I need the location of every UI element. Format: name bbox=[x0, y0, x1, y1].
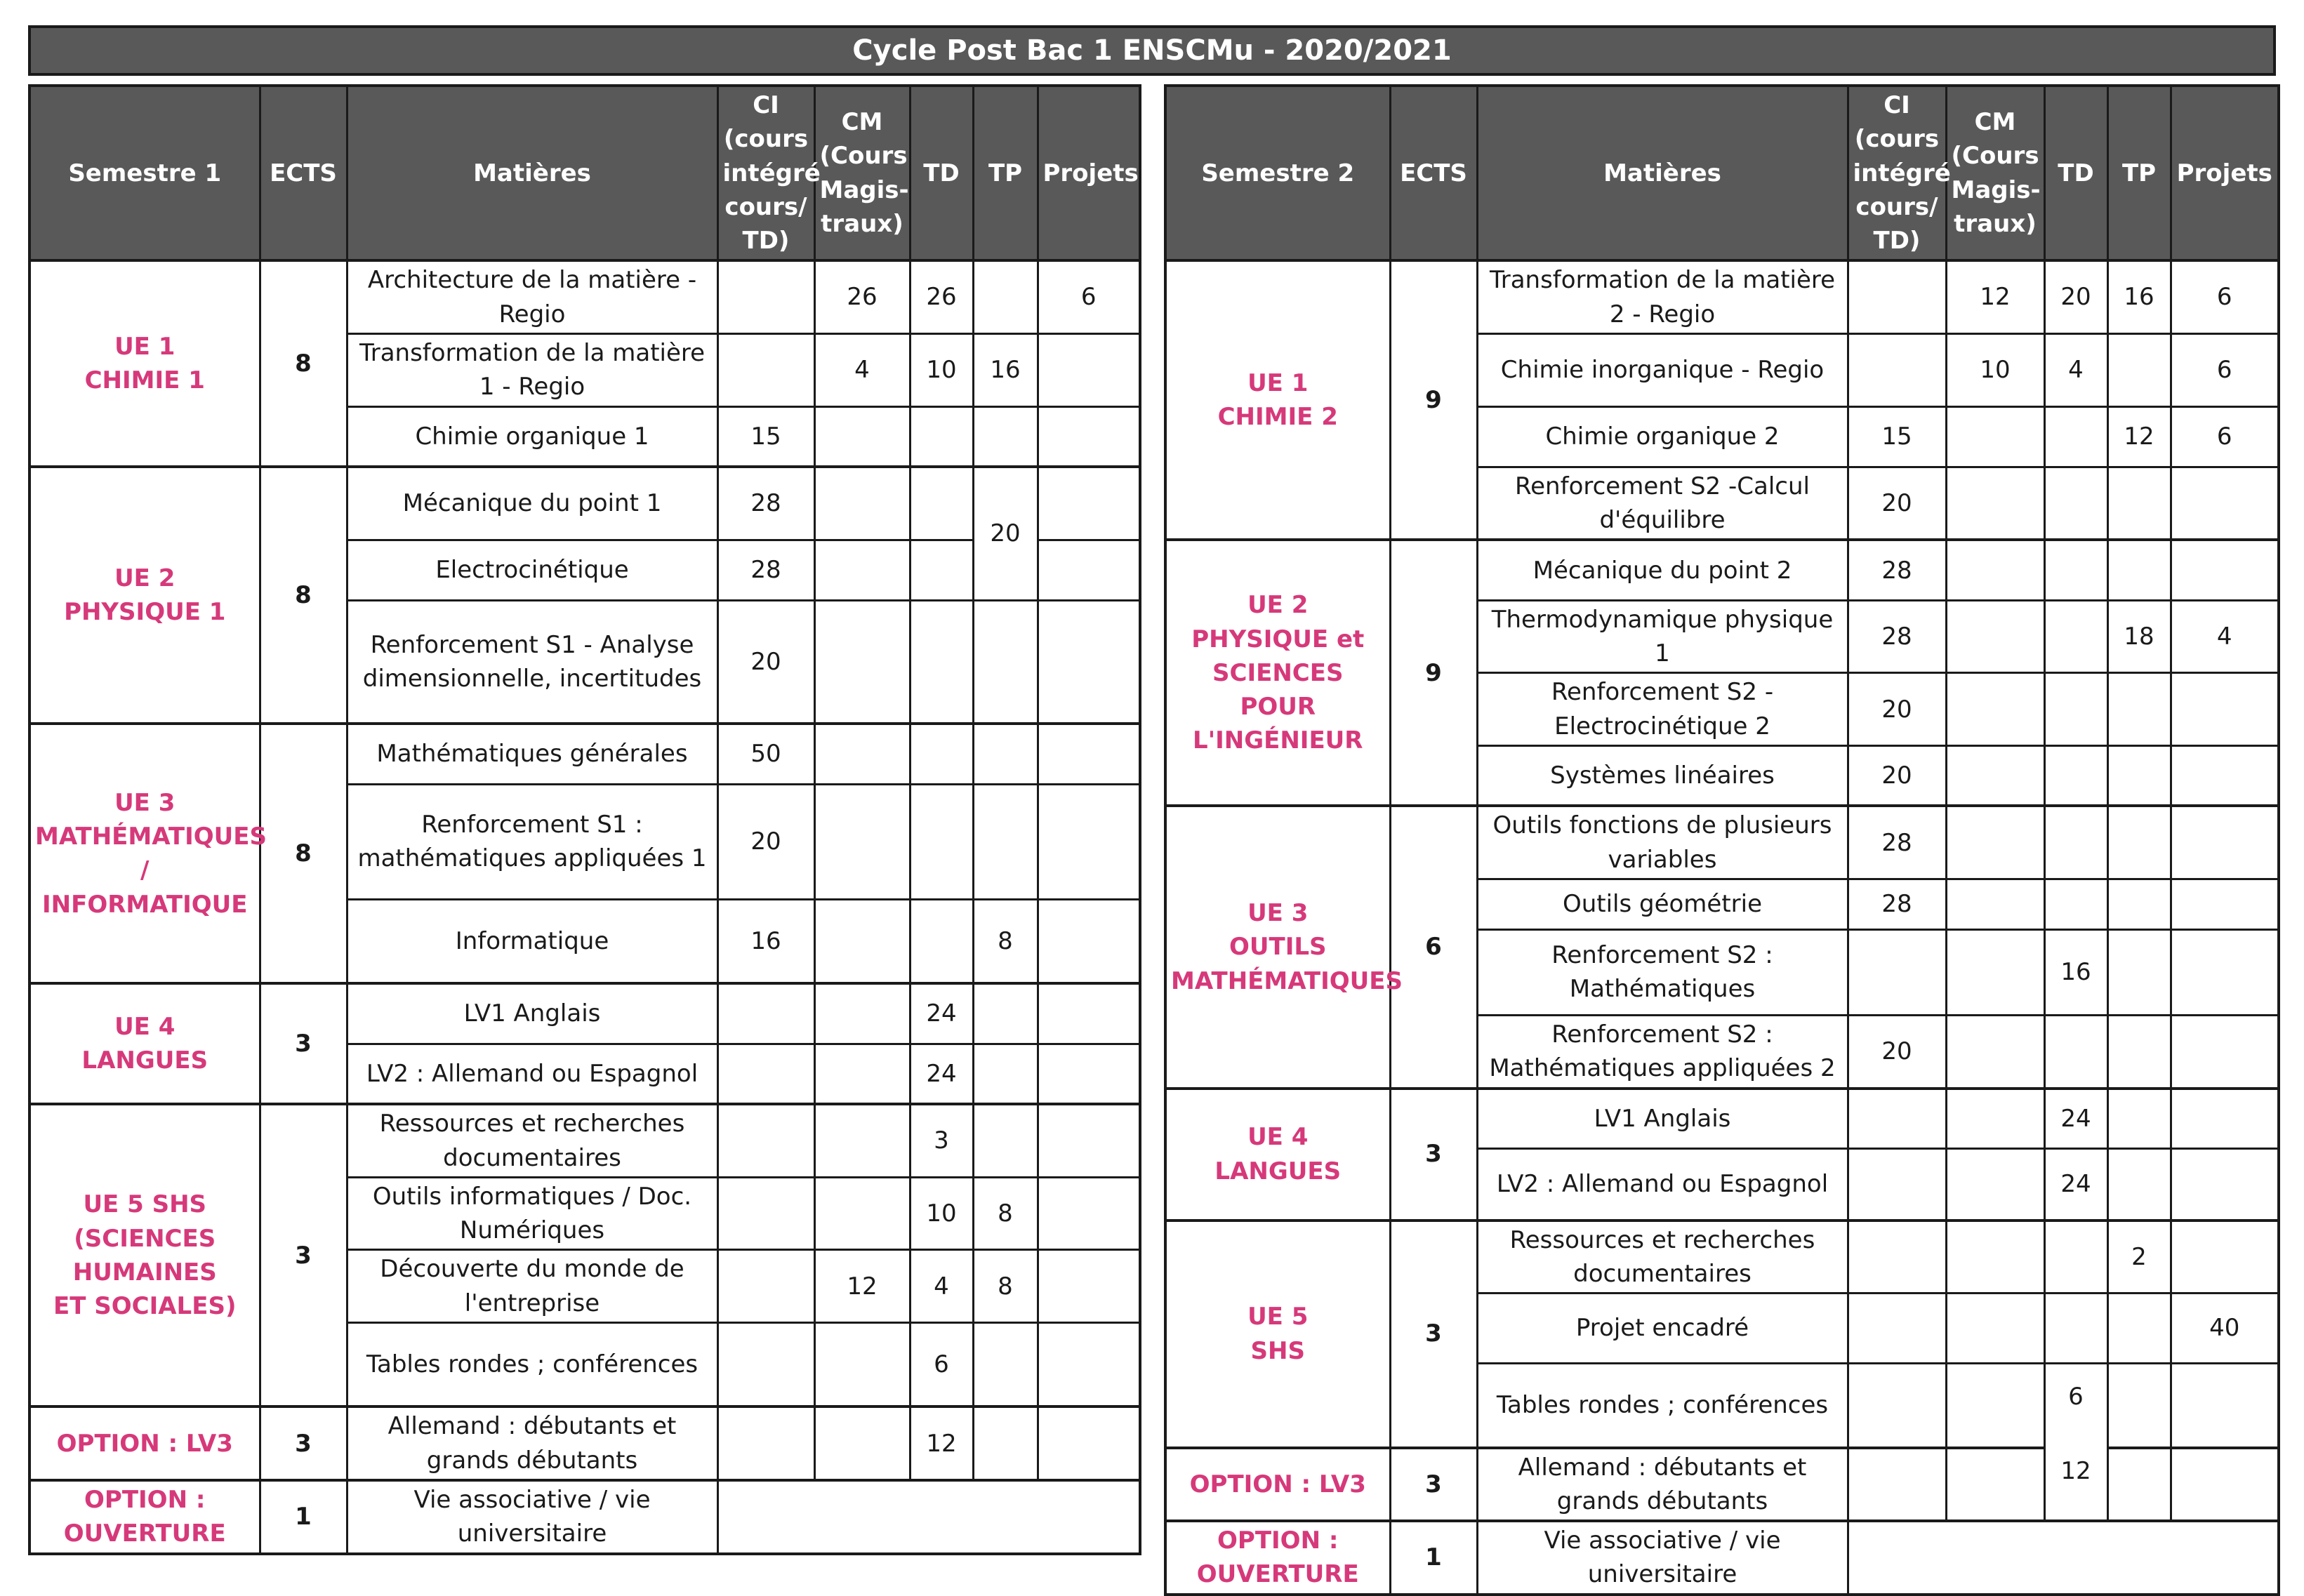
project-hours bbox=[2171, 929, 2279, 1015]
tp-hours bbox=[973, 1044, 1038, 1104]
course-name: Vie associative / vie universitaire bbox=[1477, 1521, 1848, 1595]
table-row bbox=[1165, 1089, 2279, 1149]
cm-hours bbox=[1946, 1015, 2044, 1088]
table-row bbox=[1165, 1521, 2279, 1595]
ci-hours bbox=[1848, 1364, 1946, 1448]
course-name: Ressources et recherches documentaires bbox=[347, 1104, 717, 1177]
tp-hours bbox=[2107, 1089, 2171, 1149]
project-hours bbox=[1038, 1177, 1140, 1250]
course-name: Vie associative / vie universitaire bbox=[347, 1480, 717, 1554]
course-name: Transformation de la matière 2 - Regio bbox=[1477, 260, 1848, 333]
project-hours bbox=[1038, 1250, 1140, 1323]
cm-hours bbox=[1946, 467, 2044, 540]
cm-hours bbox=[814, 983, 910, 1044]
course-name: LV1 Anglais bbox=[1477, 1089, 1848, 1149]
course-name: Renforcement S1 : mathématiques appliquées 1 bbox=[347, 784, 717, 899]
cm-hours bbox=[1946, 1294, 2044, 1364]
td-hours bbox=[910, 540, 973, 600]
project-hours: 6 bbox=[1038, 260, 1140, 333]
tp-header: TP bbox=[2107, 86, 2171, 260]
course-name: Renforcement S2 - Electrocinétique 2 bbox=[1477, 673, 1848, 746]
ci-hours: 28 bbox=[717, 540, 814, 600]
td-hours bbox=[2044, 1221, 2107, 1294]
project-hours bbox=[2171, 1015, 2279, 1088]
table-row bbox=[29, 983, 1140, 1044]
option-ects: 3 bbox=[260, 1407, 347, 1480]
tp-hours bbox=[2107, 929, 2171, 1015]
cm-hours bbox=[814, 784, 910, 899]
ects-header: ECTS bbox=[260, 86, 347, 260]
cm-hours bbox=[814, 1177, 910, 1250]
table-row bbox=[1165, 806, 2279, 879]
cm-hours: 12 bbox=[1946, 260, 2044, 333]
cm-hours bbox=[814, 1322, 910, 1407]
project-hours: 6 bbox=[2171, 260, 2279, 333]
ue-label: UE 5 SHS bbox=[1165, 1221, 1390, 1448]
tp-hours: 8 bbox=[973, 1250, 1038, 1323]
project-hours: 40 bbox=[2171, 1294, 2279, 1364]
ci-hours: 28 bbox=[1848, 540, 1946, 600]
course-name: Ressources et recherches documentaires bbox=[1477, 1221, 1848, 1294]
ci-header: CI (cours intégré cours/ TD) bbox=[717, 86, 814, 260]
course-name: Renforcement S1 - Analyse dimensionnelle, incertitudes bbox=[347, 600, 717, 724]
td-hours: 12 bbox=[910, 1407, 973, 1480]
ci-hours bbox=[717, 1407, 814, 1480]
project-hours bbox=[1038, 467, 1140, 540]
ci-hours: 28 bbox=[1848, 806, 1946, 879]
ci-hours: 15 bbox=[1848, 406, 1946, 467]
project-hours bbox=[1038, 899, 1140, 983]
tp-hours bbox=[2107, 1364, 2171, 1448]
td-hours: 16 bbox=[2044, 929, 2107, 1015]
project-hours bbox=[2171, 1221, 2279, 1294]
ci-hours bbox=[717, 333, 814, 406]
table-row bbox=[29, 467, 1140, 540]
ci-hours bbox=[1848, 1448, 1946, 1522]
ci-hours: 28 bbox=[1848, 600, 1946, 673]
td-hours bbox=[910, 467, 973, 540]
project-hours bbox=[1038, 784, 1140, 899]
td-hours: 10 bbox=[910, 1177, 973, 1250]
ci-hours: 50 bbox=[717, 724, 814, 784]
project-hours bbox=[2171, 806, 2279, 879]
empty-hours bbox=[1848, 1521, 2279, 1595]
cm-hours bbox=[814, 724, 910, 784]
course-name: Allemand : débutants et grands débutants bbox=[347, 1407, 717, 1480]
cm-hours bbox=[814, 1104, 910, 1177]
project-hours bbox=[2171, 1364, 2279, 1448]
ci-hours: 20 bbox=[1848, 673, 1946, 746]
course-name: Systèmes linéaires bbox=[1477, 745, 1848, 806]
tp-hours bbox=[2107, 1294, 2171, 1364]
td-hours: 24 bbox=[2044, 1149, 2107, 1221]
project-hours bbox=[2171, 673, 2279, 746]
tp-hours bbox=[2107, 333, 2171, 406]
ci-hours bbox=[717, 1177, 814, 1250]
ci-hours bbox=[717, 983, 814, 1044]
tp-hours bbox=[2107, 745, 2171, 806]
ci-hours bbox=[1848, 260, 1946, 333]
td-hours: 4 bbox=[910, 1250, 973, 1323]
ci-hours bbox=[717, 260, 814, 333]
tp-header: TP bbox=[973, 86, 1038, 260]
tp-hours: 16 bbox=[2107, 260, 2171, 333]
project-hours bbox=[1038, 406, 1140, 467]
ci-hours: 15 bbox=[717, 406, 814, 467]
td-hours bbox=[2044, 540, 2107, 600]
ci-hours: 20 bbox=[717, 600, 814, 724]
tp-hours: 16 bbox=[973, 333, 1038, 406]
course-name: Outils géométrie bbox=[1477, 879, 1848, 929]
ci-hours: 20 bbox=[1848, 1015, 1946, 1088]
cm-hours bbox=[814, 600, 910, 724]
ci-hours bbox=[717, 1104, 814, 1177]
course-name: Architecture de la matière - Regio bbox=[347, 260, 717, 333]
semester-header: Semestre 2 bbox=[1165, 86, 1390, 260]
td-hours bbox=[2044, 600, 2107, 673]
ue-label: UE 1 CHIMIE 1 bbox=[29, 260, 260, 467]
ci-hours: 20 bbox=[1848, 467, 1946, 540]
tp-hours bbox=[973, 1104, 1038, 1177]
ci-hours bbox=[717, 1250, 814, 1323]
td-hours bbox=[2044, 1015, 2107, 1088]
tp-hours: 20 bbox=[973, 467, 1038, 600]
cm-header: CM (Cours Magis-traux) bbox=[814, 86, 910, 260]
ue-label: UE 3 MATHÉMATIQUES / INFORMATIQUE bbox=[29, 724, 260, 983]
course-name: Allemand : débutants et grands débutants bbox=[1477, 1448, 1848, 1522]
table-row bbox=[1165, 260, 2279, 333]
td-hours bbox=[910, 784, 973, 899]
tp-hours bbox=[973, 600, 1038, 724]
project-hours bbox=[2171, 467, 2279, 540]
td-hours bbox=[910, 724, 973, 784]
cm-hours: 4 bbox=[814, 333, 910, 406]
course-name: LV1 Anglais bbox=[347, 983, 717, 1044]
ci-hours bbox=[1848, 333, 1946, 406]
projets-header: Projets bbox=[1038, 86, 1140, 260]
ci-hours bbox=[1848, 1089, 1946, 1149]
course-name: Mécanique du point 2 bbox=[1477, 540, 1848, 600]
course-name: Thermodynamique physique 1 bbox=[1477, 600, 1848, 673]
cm-hours bbox=[814, 467, 910, 540]
ci-hours: 20 bbox=[717, 784, 814, 899]
option-label: OPTION : LV3 bbox=[1165, 1448, 1390, 1522]
table-row bbox=[29, 260, 1140, 333]
course-name: Chimie organique 1 bbox=[347, 406, 717, 467]
cm-hours bbox=[1946, 673, 2044, 746]
cm-hours bbox=[1946, 1221, 2044, 1294]
ue-ects: 3 bbox=[260, 983, 347, 1104]
option-label: OPTION : OUVERTURE bbox=[1165, 1521, 1390, 1595]
td-hours: 3 bbox=[910, 1104, 973, 1177]
tp-hours bbox=[973, 983, 1038, 1044]
project-hours bbox=[1038, 540, 1140, 600]
project-hours bbox=[2171, 745, 2279, 806]
project-hours bbox=[2171, 540, 2279, 600]
tp-hours bbox=[2107, 806, 2171, 879]
ue-ects: 8 bbox=[260, 724, 347, 983]
course-name: Renforcement S2 : Mathématiques appliquées 2 bbox=[1477, 1015, 1848, 1088]
cm-hours bbox=[814, 406, 910, 467]
td-header: TD bbox=[910, 86, 973, 260]
ue-label: UE 4 LANGUES bbox=[29, 983, 260, 1104]
tp-hours bbox=[2107, 1149, 2171, 1221]
tp-hours: 8 bbox=[973, 1177, 1038, 1250]
cm-hours bbox=[1946, 406, 2044, 467]
ci-hours bbox=[717, 1322, 814, 1407]
ci-hours bbox=[717, 1044, 814, 1104]
ue-ects: 3 bbox=[1390, 1221, 1477, 1448]
tp-hours bbox=[2107, 1448, 2171, 1522]
course-name: Transformation de la matière 1 - Regio bbox=[347, 333, 717, 406]
course-name: Informatique bbox=[347, 899, 717, 983]
course-name: Chimie inorganique - Regio bbox=[1477, 333, 1848, 406]
project-hours bbox=[1038, 600, 1140, 724]
td-hours bbox=[2044, 1294, 2107, 1364]
td-hours: 4 bbox=[2044, 333, 2107, 406]
tp-hours bbox=[973, 1407, 1038, 1480]
course-name: Electrocinétique bbox=[347, 540, 717, 600]
ue-ects: 6 bbox=[1390, 806, 1477, 1088]
tp-hours bbox=[2107, 467, 2171, 540]
tp-hours bbox=[973, 1322, 1038, 1407]
tp-hours bbox=[973, 260, 1038, 333]
project-hours bbox=[1038, 983, 1140, 1044]
cm-hours: 26 bbox=[814, 260, 910, 333]
project-hours bbox=[1038, 333, 1140, 406]
td-hours: 6 12 bbox=[2044, 1364, 2107, 1522]
td-hours bbox=[2044, 806, 2107, 879]
td-hours bbox=[2044, 745, 2107, 806]
cm-hours bbox=[1946, 929, 2044, 1015]
tp-hours bbox=[2107, 673, 2171, 746]
td-hours: 6 bbox=[910, 1322, 973, 1407]
cm-hours bbox=[1946, 745, 2044, 806]
option-ects: 1 bbox=[260, 1480, 347, 1554]
project-hours bbox=[2171, 1448, 2279, 1522]
table-row bbox=[1165, 1448, 2279, 1522]
ci-hours bbox=[1848, 929, 1946, 1015]
tp-hours: 18 bbox=[2107, 600, 2171, 673]
ue-ects: 8 bbox=[260, 260, 347, 467]
td-hours: 26 bbox=[910, 260, 973, 333]
page-title: Cycle Post Bac 1 ENSCMu - 2020/2021 bbox=[28, 25, 2276, 76]
cm-hours bbox=[1946, 540, 2044, 600]
ue-ects: 9 bbox=[1390, 540, 1477, 806]
projets-header: Projets bbox=[2171, 86, 2279, 260]
course-name: Mécanique du point 1 bbox=[347, 467, 717, 540]
cm-hours bbox=[814, 899, 910, 983]
td-hours bbox=[2044, 673, 2107, 746]
ci-hours: 28 bbox=[1848, 879, 1946, 929]
tp-hours bbox=[2107, 879, 2171, 929]
course-name: Découverte du monde de l'entreprise bbox=[347, 1250, 717, 1323]
option-ects: 3 bbox=[1390, 1448, 1477, 1522]
cm-header: CM (Cours Magis-traux) bbox=[1946, 86, 2044, 260]
ue-label: UE 1 CHIMIE 2 bbox=[1165, 260, 1390, 540]
cm-hours bbox=[1946, 1089, 2044, 1149]
cm-hours bbox=[1946, 1448, 2044, 1522]
tp-hours bbox=[2107, 1015, 2171, 1088]
tp-hours: 2 bbox=[2107, 1221, 2171, 1294]
course-name: LV2 : Allemand ou Espagnol bbox=[347, 1044, 717, 1104]
ue-ects: 3 bbox=[260, 1104, 347, 1407]
option-label: OPTION : OUVERTURE bbox=[29, 1480, 260, 1554]
cm-hours bbox=[1946, 879, 2044, 929]
td-hours bbox=[2044, 406, 2107, 467]
ects-header: ECTS bbox=[1390, 86, 1477, 260]
td-hours bbox=[2044, 879, 2107, 929]
table-row bbox=[1165, 540, 2279, 600]
ci-hours: 28 bbox=[717, 467, 814, 540]
project-hours bbox=[2171, 1149, 2279, 1221]
ue-label: UE 4 LANGUES bbox=[1165, 1089, 1390, 1221]
course-name: Chimie organique 2 bbox=[1477, 406, 1848, 467]
project-hours: 6 bbox=[2171, 406, 2279, 467]
table-row bbox=[29, 1480, 1140, 1554]
course-name: Tables rondes ; conférences bbox=[1477, 1364, 1848, 1448]
cm-hours bbox=[814, 540, 910, 600]
table-row bbox=[29, 724, 1140, 784]
semester1-table bbox=[28, 84, 1141, 1555]
td-hours: 24 bbox=[910, 1044, 973, 1104]
option-ects: 1 bbox=[1390, 1521, 1477, 1595]
matieres-header: Matières bbox=[347, 86, 717, 260]
course-name: Mathématiques générales bbox=[347, 724, 717, 784]
project-hours bbox=[2171, 1089, 2279, 1149]
semester2-table bbox=[1164, 84, 2280, 1596]
ci-hours: 20 bbox=[1848, 745, 1946, 806]
project-hours bbox=[1038, 1104, 1140, 1177]
table-row bbox=[29, 1104, 1140, 1177]
project-hours: 6 bbox=[2171, 333, 2279, 406]
cm-hours: 12 bbox=[814, 1250, 910, 1323]
cm-hours bbox=[814, 1407, 910, 1480]
cm-hours bbox=[1946, 1149, 2044, 1221]
cm-hours bbox=[814, 1044, 910, 1104]
ue-label: UE 3 OUTILS MATHÉMATIQUES bbox=[1165, 806, 1390, 1088]
cm-hours bbox=[1946, 600, 2044, 673]
project-hours bbox=[1038, 724, 1140, 784]
matieres-header: Matières bbox=[1477, 86, 1848, 260]
ue-label: UE 2 PHYSIQUE et SCIENCES POUR L'INGÉNIEUR bbox=[1165, 540, 1390, 806]
td-hours: 24 bbox=[2044, 1089, 2107, 1149]
td-hours bbox=[910, 600, 973, 724]
course-name: Renforcement S2 : Mathématiques bbox=[1477, 929, 1848, 1015]
tp-hours bbox=[2107, 540, 2171, 600]
ue-ects: 8 bbox=[260, 467, 347, 724]
ue-ects: 3 bbox=[1390, 1089, 1477, 1221]
course-name: Renforcement S2 -Calcul d'équilibre bbox=[1477, 467, 1848, 540]
ci-header: CI (cours intégré cours/ TD) bbox=[1848, 86, 1946, 260]
ci-hours: 16 bbox=[717, 899, 814, 983]
td-hours: 20 bbox=[2044, 260, 2107, 333]
project-hours bbox=[1038, 1044, 1140, 1104]
ue-label: UE 5 SHS (SCIENCES HUMAINES ET SOCIALES) bbox=[29, 1104, 260, 1407]
project-hours bbox=[2171, 879, 2279, 929]
cm-hours: 10 bbox=[1946, 333, 2044, 406]
td-hours bbox=[910, 406, 973, 467]
project-hours bbox=[1038, 1322, 1140, 1407]
ci-hours bbox=[1848, 1149, 1946, 1221]
cm-hours bbox=[1946, 1364, 2044, 1448]
tp-hours bbox=[973, 784, 1038, 899]
course-name: Projet encadré bbox=[1477, 1294, 1848, 1364]
ue-ects: 9 bbox=[1390, 260, 1477, 540]
td-hours: 10 bbox=[910, 333, 973, 406]
empty-hours bbox=[717, 1480, 1140, 1554]
tp-hours bbox=[973, 406, 1038, 467]
project-hours: 4 bbox=[2171, 600, 2279, 673]
table-row bbox=[29, 1407, 1140, 1480]
td-header: TD bbox=[2044, 86, 2107, 260]
td-hours bbox=[2044, 467, 2107, 540]
option-label: OPTION : LV3 bbox=[29, 1407, 260, 1480]
project-hours bbox=[1038, 1407, 1140, 1480]
course-name: Tables rondes ; conférences bbox=[347, 1322, 717, 1407]
table-row bbox=[1165, 1221, 2279, 1294]
ci-hours bbox=[1848, 1221, 1946, 1294]
semester-header: Semestre 1 bbox=[29, 86, 260, 260]
tp-hours: 12 bbox=[2107, 406, 2171, 467]
course-name: LV2 : Allemand ou Espagnol bbox=[1477, 1149, 1848, 1221]
cm-hours bbox=[1946, 806, 2044, 879]
td-hours bbox=[910, 899, 973, 983]
tp-hours bbox=[973, 724, 1038, 784]
course-name: Outils fonctions de plusieurs variables bbox=[1477, 806, 1848, 879]
tp-hours: 8 bbox=[973, 899, 1038, 983]
ue-label: UE 2 PHYSIQUE 1 bbox=[29, 467, 260, 724]
ci-hours bbox=[1848, 1294, 1946, 1364]
td-hours: 24 bbox=[910, 983, 973, 1044]
td-hours: 12 bbox=[2060, 1457, 2091, 1486]
course-name: Outils informatiques / Doc. Numériques bbox=[347, 1177, 717, 1250]
